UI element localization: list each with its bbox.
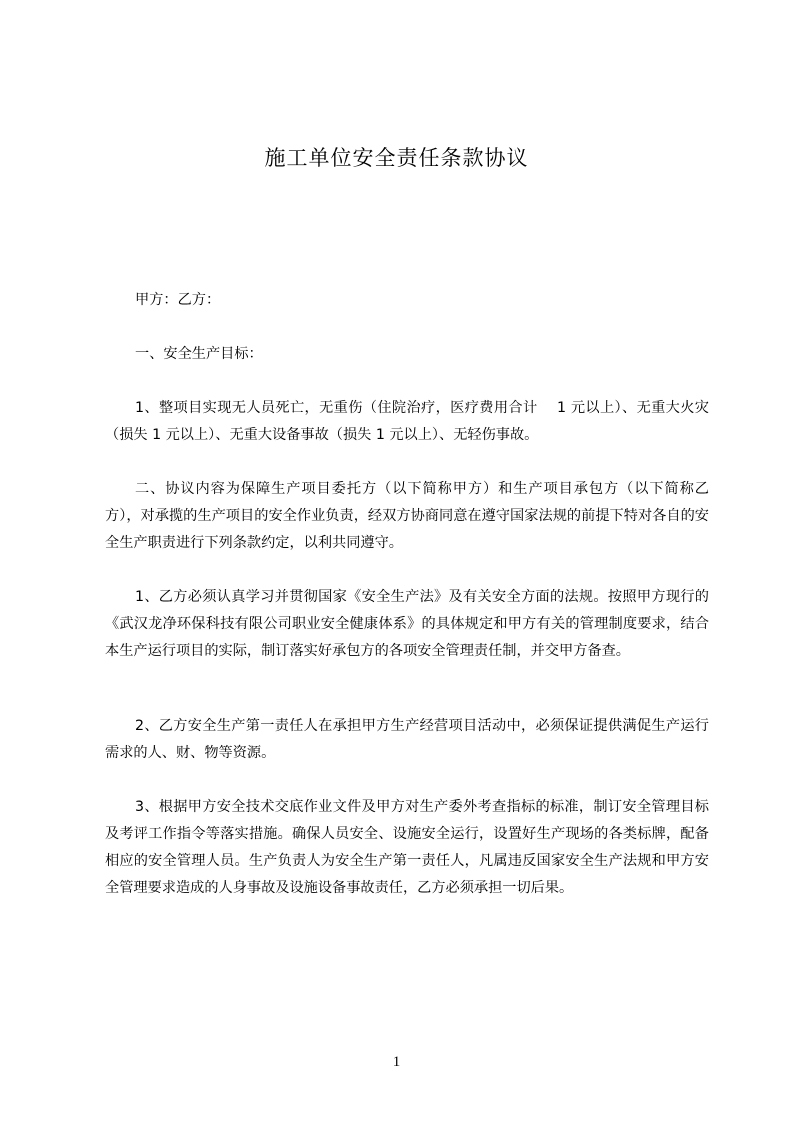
agreement-intro-paragraph: 二、协议内容为保障生产项目委托方（以下简称甲方）和生产项目承包方（以下简称乙方），对承揽的生产项目的安全作业负责，经双方协商同意在遵守国家法规的前提下特对各自的安全生产职责进行下列条款约定，以利共同遵守。	[105, 481, 709, 551]
document-title: 施工单位安全责任条款协议	[264, 146, 529, 170]
parties-line: 甲方：乙方：	[135, 292, 221, 308]
goal-item-1: 1、整项目实现无人员死亡，无重伤（住院治疗，医疗费用合计 1 元以上）、无重大火灾（损失 1 元以上）、无重大设备事故（损失 1 元以上）、无轻伤事故。	[105, 400, 709, 443]
clause-2-paragraph: 2、乙方安全生产第一责任人在承担甲方生产经营项目活动中，必须保证提供满促生产运行需求的人、财、物等资源。	[105, 718, 709, 761]
clause-3-paragraph: 3、根据甲方安全技术交底作业文件及甲方对生产委外考查指标的标准，制订安全管理目标及考评工作指令等落实措施。确保人员安全、设施安全运行，设置好生产现场的各类标牌，配备相应的安全管理人员。生产负责人为安全生产第一责任人，凡属违反国家安全生产法规和甲方安全管理要求造成的人身事故及设施设备事故责任，乙方必须承担一切后果。	[105, 799, 709, 896]
clause-1-paragraph: 1、乙方必须认真学习并贯彻国家《安全生产法》及有关安全方面的法规。按照甲方现行的《武汉龙净环保科技有限公司职业安全健康体系》的具体规定和甲方有关的管理制度要求，结合本生产运行项目的实际，制订落实好承包方的各项安全管理责任制，并交甲方备查。	[105, 589, 709, 659]
page-number: 1	[392, 1054, 401, 1070]
section-heading-safety-goals: 一、安全生产目标：	[135, 346, 263, 362]
